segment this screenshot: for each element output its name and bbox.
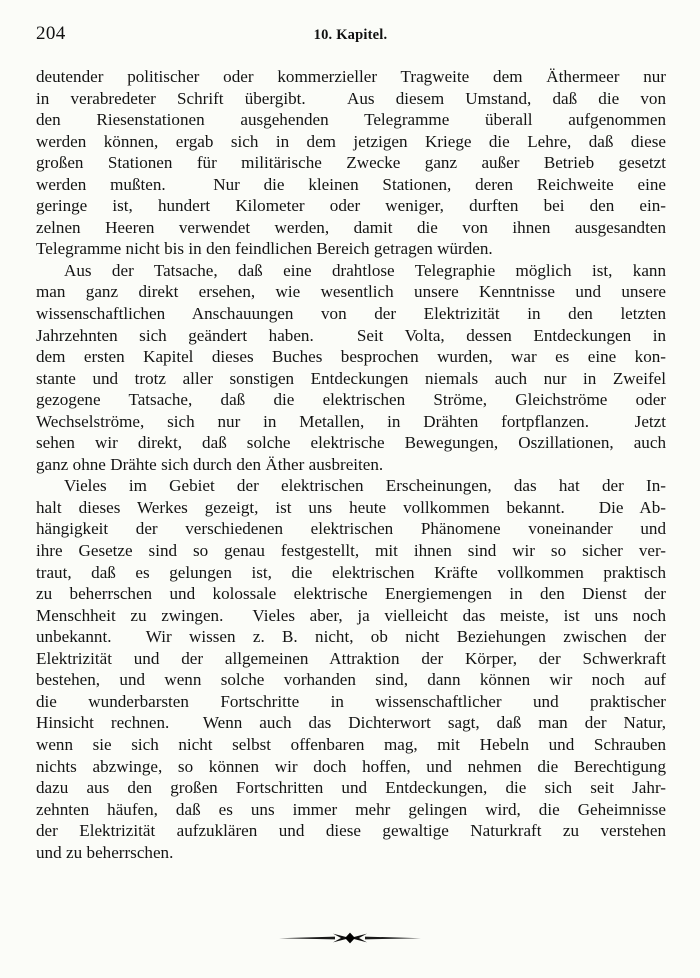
text-line: Wechselströme, sich nur in Metallen, in Drähten fortpflanzen. Jetzt bbox=[36, 411, 666, 431]
text-line: zelnen Heeren verwendet werden, damit die von ihnen ausgesandten bbox=[36, 217, 666, 237]
text-line: und zu beherrschen. bbox=[36, 842, 174, 862]
text-line: man ganz direkt ersehen, wie wesentlich unsere Kenntnisse und unsere bbox=[36, 282, 666, 302]
paragraph bbox=[36, 475, 666, 863]
text-line: großen Stationen für militärische Zwecke ganz außer Betrieb gesetzt bbox=[36, 153, 666, 173]
body-text bbox=[36, 66, 666, 863]
text-line: der Elektrizität aufzuklären und diese gewaltige Naturkraft zu verstehen bbox=[36, 821, 666, 841]
text-line: sehen wir direkt, daß solche elektrische Bewegungen, Oszillationen, auch bbox=[36, 433, 666, 453]
paragraph bbox=[36, 260, 666, 475]
page-number: 204 bbox=[36, 23, 66, 44]
text-line: Vieles im Gebiet der elektrischen Erscheinungen, das hat der In- bbox=[64, 476, 666, 496]
text-line: ganz ohne Drähte sich durch den Äther ausbreiten. bbox=[36, 454, 384, 474]
text-line: werden mußten. Nur die kleinen Stationen, deren Reichweite eine bbox=[36, 174, 666, 194]
text-line: gezogene Tatsache, daß die elektrischen Ströme, Gleichströme oder bbox=[36, 390, 666, 410]
text-line: Telegramme nicht bis in den feindlichen Bereich getragen würden. bbox=[36, 239, 493, 259]
text-line: Aus der Tatsache, daß eine drahtlose Telegraphie möglich ist, kann bbox=[64, 260, 666, 280]
text-line: geringe ist, hundert Kilometer oder weniger, durften bei den ein- bbox=[36, 196, 666, 216]
text-line: deutender politischer oder kommerzieller Tragweite dem Äthermeer nur bbox=[36, 67, 666, 86]
paragraph bbox=[36, 66, 666, 260]
text-line: in verabredeter Schrift übergibt. Aus diesem Umstand, daß die von bbox=[36, 88, 666, 108]
running-head bbox=[36, 22, 665, 46]
text-line: stante und trotz aller sonstigen Entdeckungen niemals auch nur in Zweifel bbox=[36, 368, 666, 388]
text-line: nichts abzwinge, so können wir doch hoffen, und nehmen die Berechtigung bbox=[36, 756, 666, 776]
text-line: traut, daß es gelungen ist, die elektrischen Kräfte vollkommen praktisch bbox=[36, 562, 666, 582]
ornament-graphic bbox=[275, 930, 425, 946]
text-line: Hinsicht rechnen. Wenn auch das Dichterwort sagt, daß man der Natur, bbox=[36, 713, 666, 733]
text-line: Elektrizität und der allgemeinen Attraktion der Körper, der Schwerkraft bbox=[36, 648, 666, 668]
text-line: zu beherrschen und kolossale elektrische Energiemengen in den Dienst der bbox=[36, 584, 666, 604]
text-line: unbekannt. Wir wissen z. B. nicht, ob nicht Beziehungen zwischen der bbox=[36, 627, 666, 647]
text-line: hängigkeit der verschiedenen elektrischen Phänomene voneinander und bbox=[36, 519, 666, 539]
text-line: werden können, ergab sich in dem jetzigen Kriege die Lehre, daß diese bbox=[36, 131, 666, 151]
text-line: dazu aus den großen Fortschritten und Entdeckungen, die sich seit Jahr- bbox=[36, 778, 666, 798]
text-line: halt dieses Werkes gezeigt, ist uns heute vollkommen bekannt. Die Ab- bbox=[36, 497, 666, 517]
text-line: den Riesenstationen ausgehenden Telegramme überall aufgenommen bbox=[36, 110, 666, 130]
chapter-heading: 10. Kapitel. bbox=[313, 27, 388, 43]
text-line: Menschheit zu zwingen. Vieles aber, ja vielleicht das meiste, ist uns noch bbox=[36, 605, 666, 625]
text-line: Jahrzehnten sich geändert haben. Seit Volta, dessen Entdeckungen in bbox=[36, 325, 666, 345]
text-line: wenn sie sich nicht selbst offenbaren mag, mit Hebeln und Schrauben bbox=[36, 734, 666, 754]
text-line: ihre Gesetze sind so genau festgestellt, mit ihnen sind wir so sicher ver- bbox=[36, 541, 666, 561]
text-line: zehnten häufen, daß es uns immer mehr gelingen wird, die Geheimnisse bbox=[36, 799, 666, 819]
text-line: bestehen, und wenn solche vorhanden sind, dann können wir noch auf bbox=[36, 670, 666, 690]
diamond-rule-ornament bbox=[0, 928, 700, 948]
text-line: wissenschaftlichen Anschauungen von der Elektrizität in den letzten bbox=[36, 304, 666, 324]
text-line: die wunderbarsten Fortschritte in wissenschaftlicher und praktischer bbox=[36, 691, 666, 711]
text-line: dem ersten Kapitel dieses Buches besprochen wurden, war es eine kon- bbox=[36, 347, 666, 367]
